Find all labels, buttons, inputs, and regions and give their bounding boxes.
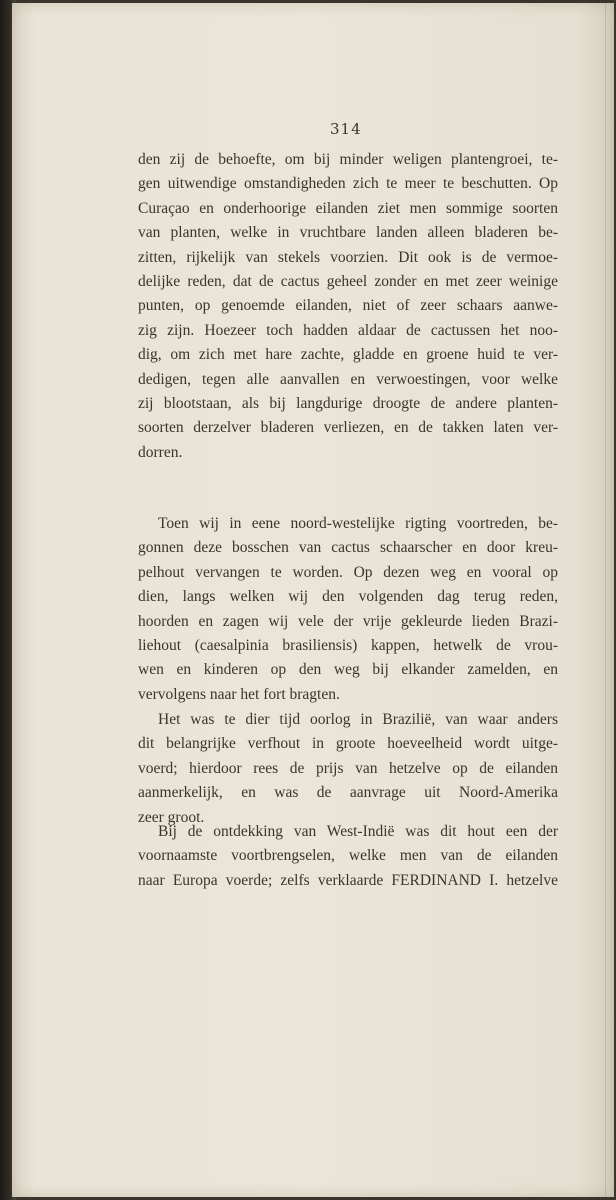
text-line: gen uitwendige omstandigheden zich te meer te beschutten. Op (138, 175, 558, 193)
text-line: van planten, welke in vruchtbare landen alleen bladeren be- (138, 224, 558, 242)
text-line: vervolgens naar het fort bragten. (138, 685, 340, 703)
paragraph-1 (138, 148, 558, 465)
text-line: zitten, rijkelijk van stekels voorzien. Dit ook is de vermoe- (138, 248, 558, 266)
text-line: soorten derzelver bladeren verliezen, en de takken laten ver- (138, 419, 558, 437)
text-line: Toen wij in eene noord-westelijke rigting voortreden, be- (158, 515, 558, 532)
paragraph-4 (138, 820, 558, 893)
text-line: Het was te dier tijd oorlog in Brazilië, van waar anders (158, 711, 558, 728)
text-line: zij blootstaan, als bij langdurige droogte de andere planten- (138, 394, 558, 412)
text-line: Curaçao en onderhoorige eilanden ziet men sommige soorten (138, 199, 558, 217)
text-line: naar Europa voerde; zelfs verklaarde FERDINAND I. hetzelve (138, 871, 558, 889)
text-line: dien, langs welken wij den volgenden dag terug reden, (138, 588, 558, 606)
text-line: voornaamste voortbrengselen, welke men van de eilanden (138, 847, 558, 865)
text-line: wen en kinderen op den weg bij elkander zamelden, en (138, 661, 558, 679)
text-line: pelhout vervangen te worden. Op dezen weg en vooral op (138, 563, 558, 581)
text-line: delijke reden, dat de cactus geheel zonder en met zeer weinige (138, 272, 558, 290)
text-line: dorren. (138, 443, 183, 461)
text-line: zig zijn. Hoezeer toch hadden aldaar de cactussen het noo- (138, 321, 558, 339)
text-line: dedigen, tegen alle aanvallen en verwoestingen, voor welke (138, 370, 558, 388)
text-line: dig, om zich met hare zachte, gladde en groene huid te ver- (138, 346, 558, 364)
text-line: punten, op genoemde eilanden, niet of zeer schaars aanwe- (138, 297, 558, 315)
text-line: Bij de ontdekking van West-Indië was dit hout een der (158, 823, 558, 840)
text-line: den zij de behoefte, om bij minder weligen plantengroei, te- (138, 151, 558, 168)
paragraph-2 (138, 512, 558, 707)
text-line: dit belangrijke verfhout in groote hoeveelheid wordt uitge- (138, 735, 558, 753)
page-number: 314 (330, 120, 362, 138)
text-line: voerd; hierdoor rees de prijs van hetzelve op de eilanden (138, 759, 558, 777)
paragraph-3 (138, 708, 558, 830)
text-line: hoorden en zagen wij vele der vrije gekleurde lieden Brazi- (138, 612, 558, 630)
text-line: gonnen deze bosschen van cactus schaarscher en door kreu- (138, 539, 558, 557)
text-line: zeer groot. (138, 808, 205, 826)
text-line: liehout (caesalpinia brasiliensis) kappen, hetwelk de vrou- (138, 636, 558, 654)
text-line: aanmerkelijk, en was de aanvrage uit Noord-Amerika (138, 784, 558, 802)
